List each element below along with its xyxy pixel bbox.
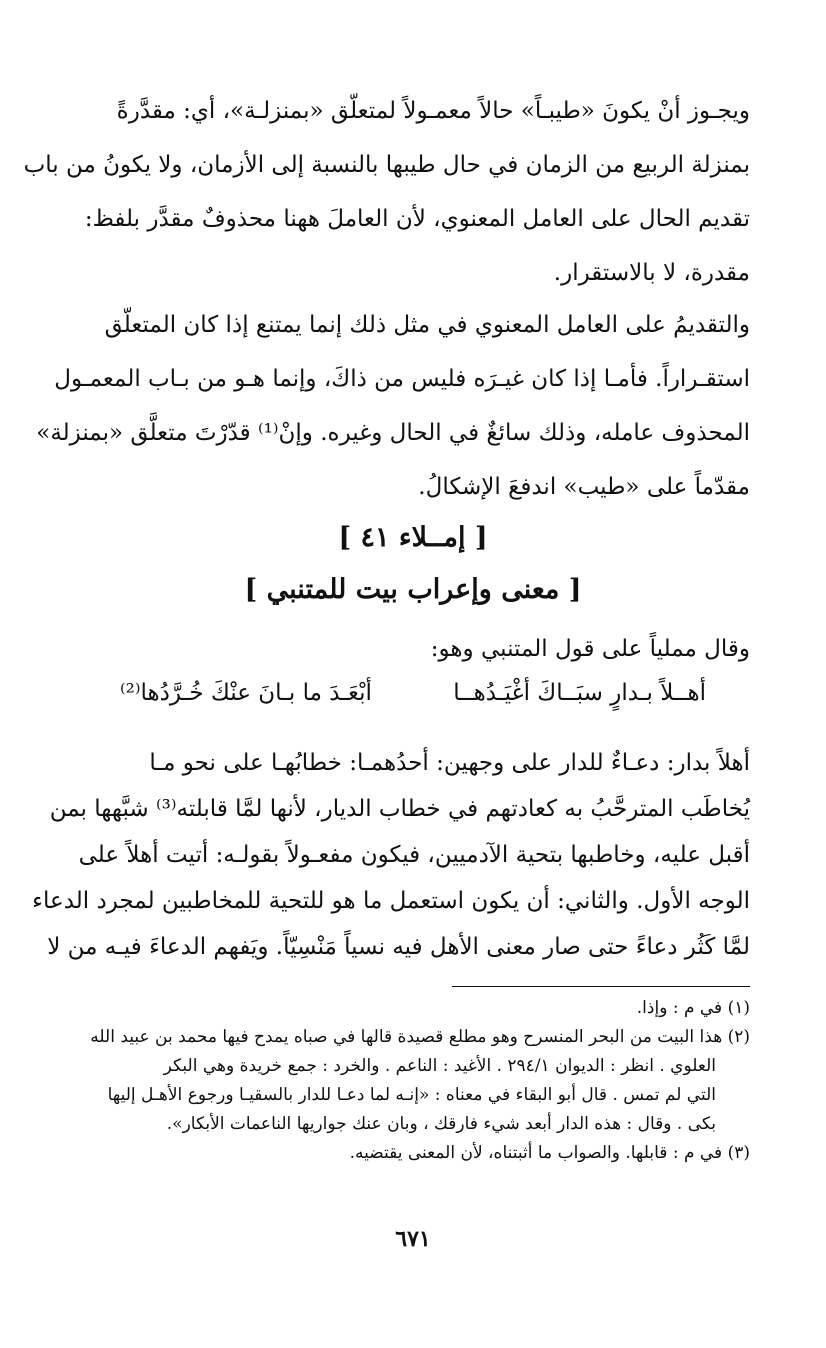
paragraph-line: بمنزلة الربيع من الزمان في حال طيبها بالنسبة إلى الأزمان، ولا يكونُ من باب [23,152,750,178]
poetry-verse [120,680,706,730]
footnote-2-continuation: بكى . وقال : هذه الدار أبعد شيء فارقك ، وبان عنك جواريها الناعمات الأبكار». [166,1114,716,1134]
paragraph-line: الوجه الأول. والثاني: أن يكون استعمل ما هو للتحية للمخاطبين لمجرد الدعاء [32,888,750,914]
paragraph-line: لمَّا كَثُر دعاءً حتى صار معنى الأهل فيه نسياً مَنْسِيّاً. ويَفهم الدعاءَ فيـه من لا [47,934,750,960]
intro-line [76,622,750,676]
paragraph-line: تقديم الحال على العامل المعنوي، لأن العاملَ ههنا محذوفٌ مقدَّر بلفظ: [84,206,750,232]
paragraph-line: أهلاً بدار: دعـاءٌ للدار على وجهين: أحدُهمـا: خطابُهـا على نحو مـا [149,750,750,776]
footnote-divider [452,986,750,987]
intro-text: وقال مملياً على قول المتنبي وهو: [430,636,750,662]
paragraph-line: يُخاطَب المترحَّبُ به كعادتهم في خطاب الديار، لأنها لمَّا قابلته⁽³⁾ شبَّهها بمن [49,796,750,822]
footnote-1: (١) في م : وإذا. [636,998,750,1018]
explanation-paragraph [32,740,750,970]
footnote-2: (٢) هذا البيت من البحر المنسرح وهو مطلع قصيدة قالها في صباه يمدح فيها محمد بن عبيد الله [90,1027,750,1047]
paragraph-1 [23,84,750,300]
page-number: ٦٧١ [395,1226,431,1252]
paragraph-line: مقدّماً على «طيب» اندفعَ الإشكالُ. [418,474,750,500]
footnote-3: (٣) في م : قابلها. والصواب ما أثبتناه، لأن المعنى يقتضيه. [349,1143,750,1163]
footnotes [72,994,750,1168]
dictation-heading: [ إمــلاء ٤١ ] [338,522,488,553]
paragraph-line: استقـراراً. فأمـا إذا كان غيـرَه فليس من ذاكَ، وإنما هـو من بـاب المعمـول [54,366,750,392]
section-heading: [ معنى وإعراب بيت للمتنبي ] [244,574,582,605]
paragraph-line: أقبل عليه، وخاطبها بتحية الآدميين، فيكون مفعـولاً بقولـه: أتيت أهلاً على [78,842,750,868]
paragraph-line: مقدرة، لا بالاستقرار. [553,260,750,286]
verse-second-hemistich: أبْعَـدَ ما بـانَ عنْكَ خُـرَّدُها⁽²⁾ [120,680,372,706]
paragraph-2 [36,298,750,514]
paragraph-line: والتقديمُ على العامل المعنوي في مثل ذلك إنما يمتنع إذا كان المتعلّق [104,312,750,338]
footnote-2-continuation: العلوي . انظر : الديوان ٢٩٤/١ . الأغيد : الناعم . والخرد : جمع خريدة وهي البكر [163,1056,716,1076]
paragraph-line: ويجـوز أنْ يكونَ «طيبـاً» حالاً معمـولاً لمتعلّق «بمنزلـة»، أي: مقدَّرةً [116,98,750,124]
paragraph-line: المحذوف عامله، وذلك سائغٌ في الحال وغيره. وإنْ⁽¹⁾ قدّرْتَ متعلَّق «بمنزلة» [36,420,750,446]
verse-first-hemistich: أهــلاً بـدارٍ سبَــاكَ أغْيَـدُهــا [453,680,706,706]
footnote-2-continuation: التي لم تمس . قال أبو البقاء في معناه : «إنـه لما دعـا للدار بالسقيـا ورجوع الأهـل إليها [107,1085,716,1105]
